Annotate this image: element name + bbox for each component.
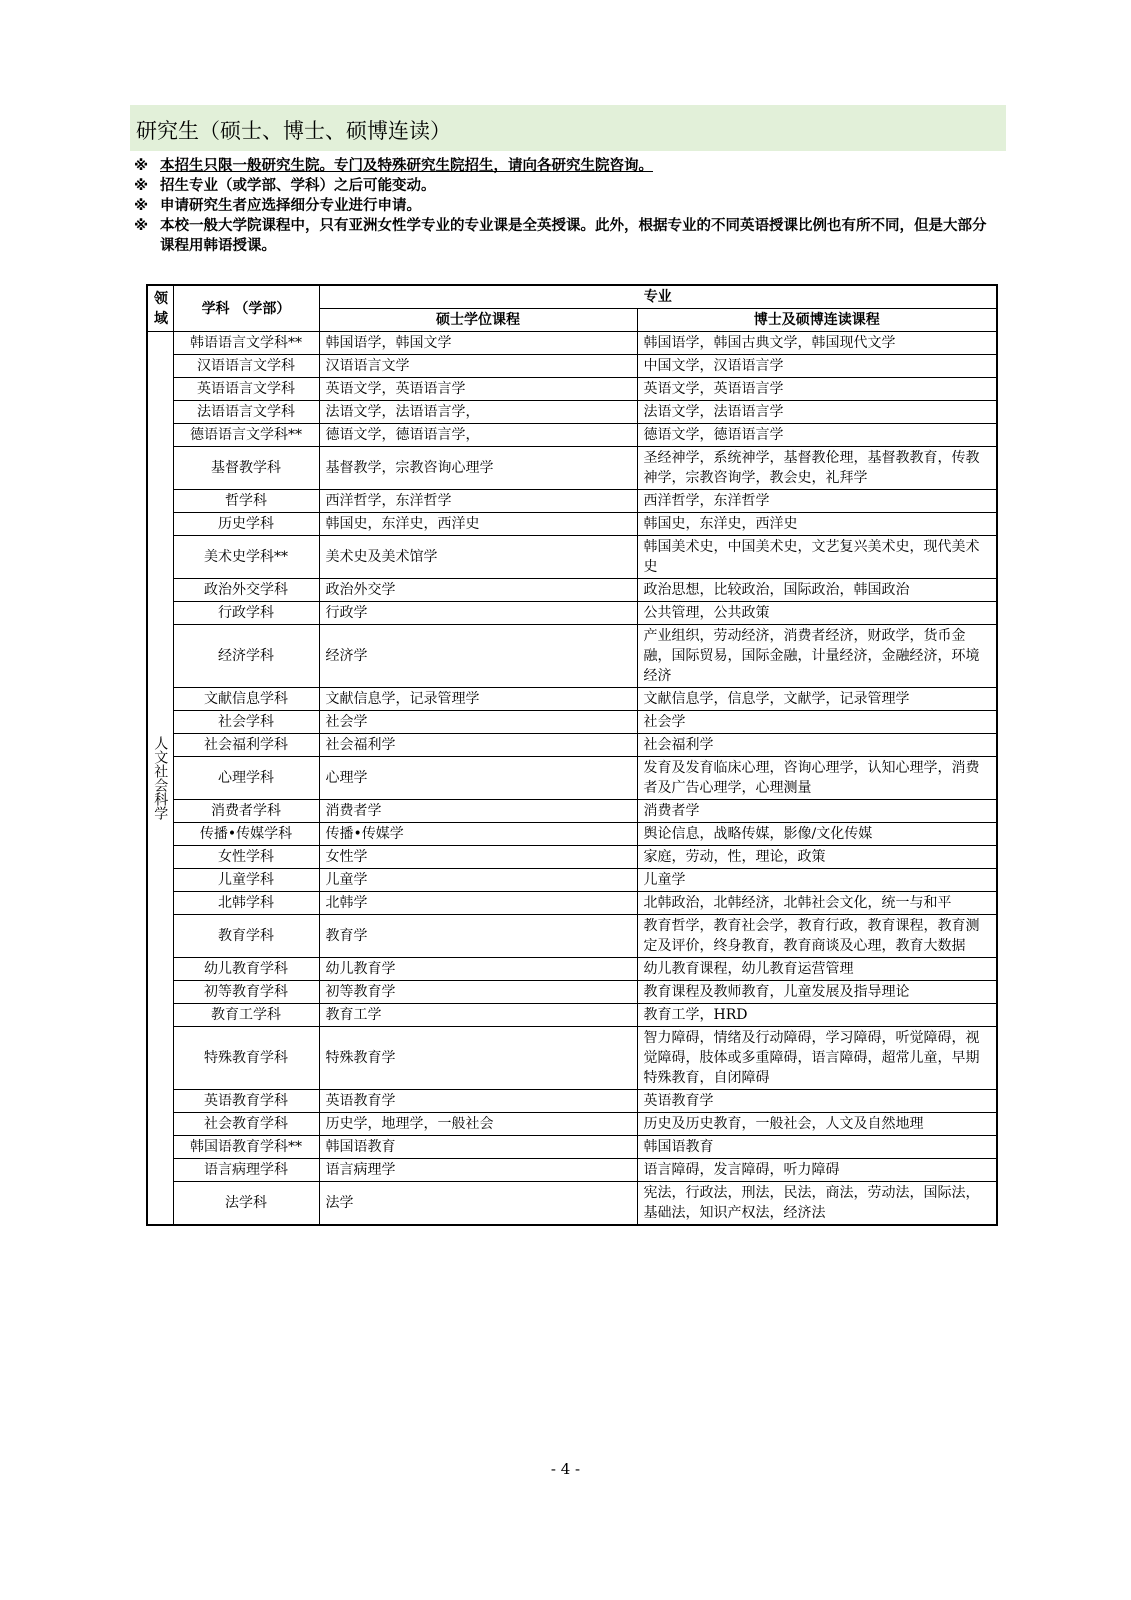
table-row bbox=[147, 1027, 997, 1090]
dept-cell: 儿童学科 bbox=[173, 869, 319, 892]
dept-cell: 文献信息学科 bbox=[173, 688, 319, 711]
doctor-cell: 中国文学，汉语语言学 bbox=[637, 355, 997, 378]
dept-cell: 历史学科 bbox=[173, 513, 319, 536]
note-text: 招生专业（或学部、学科）之后可能变动。 bbox=[160, 178, 436, 194]
master-cell: 社会学 bbox=[319, 711, 637, 734]
dept-cell: 女性学科 bbox=[173, 846, 319, 869]
dept-cell: 法语语言文学科 bbox=[173, 401, 319, 424]
majors-table bbox=[146, 284, 998, 1226]
table-row bbox=[147, 332, 997, 355]
table-row bbox=[147, 981, 997, 1004]
doctor-cell: 文献信息学，信息学，文献学，记录管理学 bbox=[637, 688, 997, 711]
page-number: - 4 - bbox=[550, 1460, 581, 1478]
doctor-cell: 北韩政治，北韩经济，北韩社会文化，统一与和平 bbox=[637, 892, 997, 915]
dept-cell: 英语语言文学科 bbox=[173, 378, 319, 401]
master-cell: 教育工学 bbox=[319, 1004, 637, 1027]
master-cell: 德语文学，德语语言学， bbox=[319, 424, 637, 447]
table-body bbox=[147, 332, 997, 1226]
doctor-cell: 智力障碍，情绪及行动障碍，学习障碍，听觉障碍，视觉障碍，肢体或多重障碍，语言障碍，超常儿童，早期特殊教育，自闭障碍 bbox=[637, 1027, 997, 1090]
doctor-cell: 发育及发育临床心理，咨询心理学，认知心理学，消费者及广告心理学，心理测量 bbox=[637, 757, 997, 800]
master-cell: 教育学 bbox=[319, 915, 637, 958]
table-row bbox=[147, 823, 997, 846]
table-row bbox=[147, 846, 997, 869]
dept-cell: 基督教学科 bbox=[173, 447, 319, 490]
doctor-cell: 社会学 bbox=[637, 711, 997, 734]
master-cell: 北韩学 bbox=[319, 892, 637, 915]
master-cell: 传播•传媒学 bbox=[319, 823, 637, 846]
table-row bbox=[147, 800, 997, 823]
table-row bbox=[147, 378, 997, 401]
table-row bbox=[147, 915, 997, 958]
table-row bbox=[147, 401, 997, 424]
master-cell: 幼儿教育学 bbox=[319, 958, 637, 981]
doctor-cell: 德语文学，德语语言学 bbox=[637, 424, 997, 447]
doctor-cell: 儿童学 bbox=[637, 869, 997, 892]
master-cell: 政治外交学 bbox=[319, 579, 637, 602]
table-row bbox=[147, 757, 997, 800]
doctor-cell: 法语文学，法语语言学 bbox=[637, 401, 997, 424]
dept-cell: 北韩学科 bbox=[173, 892, 319, 915]
doctor-cell: 韩国美术史，中国美术史，文艺复兴美术史，现代美术史 bbox=[637, 536, 997, 579]
table-row bbox=[147, 424, 997, 447]
master-cell: 消费者学 bbox=[319, 800, 637, 823]
doctor-cell: 政治思想，比较政治，国际政治，韩国政治 bbox=[637, 579, 997, 602]
header-area bbox=[147, 285, 173, 332]
dept-cell: 哲学科 bbox=[173, 490, 319, 513]
header-dept: 学科 （学部） bbox=[173, 285, 319, 332]
dept-cell: 韩语语言文学科** bbox=[173, 332, 319, 355]
note-item bbox=[134, 176, 994, 196]
dept-cell: 韩国语教育学科** bbox=[173, 1136, 319, 1159]
dept-cell: 德语语言文学科** bbox=[173, 424, 319, 447]
doctor-cell: 教育工学，HRD bbox=[637, 1004, 997, 1027]
header-master: 硕士学位课程 bbox=[319, 309, 637, 332]
table-row bbox=[147, 355, 997, 378]
table-row bbox=[147, 536, 997, 579]
doctor-cell: 历史及历史教育，一般社会，人文及自然地理 bbox=[637, 1113, 997, 1136]
note-mark: ※ bbox=[134, 218, 149, 234]
doctor-cell: 英语文学，英语语言学 bbox=[637, 378, 997, 401]
table-row bbox=[147, 1159, 997, 1182]
note-mark: ※ bbox=[134, 178, 149, 194]
doctor-cell: 语言障碍，发言障碍，听力障碍 bbox=[637, 1159, 997, 1182]
table-row bbox=[147, 490, 997, 513]
dept-cell: 社会福利学科 bbox=[173, 734, 319, 757]
note-text: 本招生只限一般研究生院。专门及特殊研究生院招生，请向各研究生院咨询。 bbox=[160, 158, 653, 174]
table-row bbox=[147, 1136, 997, 1159]
doctor-cell: 教育课程及教师教育，儿童发展及指导理论 bbox=[637, 981, 997, 1004]
master-cell: 社会福利学 bbox=[319, 734, 637, 757]
master-cell: 韩国语教育 bbox=[319, 1136, 637, 1159]
table-row bbox=[147, 711, 997, 734]
doctor-cell: 舆论信息，战略传媒，影像/文化传媒 bbox=[637, 823, 997, 846]
header-major: 专业 bbox=[319, 285, 997, 309]
dept-cell: 教育工学科 bbox=[173, 1004, 319, 1027]
section-title: 研究生（硕士、博士、硕博连读） bbox=[130, 105, 1006, 151]
table-row bbox=[147, 958, 997, 981]
table-row bbox=[147, 869, 997, 892]
dept-cell: 美术史学科** bbox=[173, 536, 319, 579]
table-row bbox=[147, 892, 997, 915]
master-cell: 英语文学，英语语言学 bbox=[319, 378, 637, 401]
dept-cell: 消费者学科 bbox=[173, 800, 319, 823]
master-cell: 经济学 bbox=[319, 625, 637, 688]
table-row bbox=[147, 602, 997, 625]
table-row bbox=[147, 1090, 997, 1113]
table-row bbox=[147, 1113, 997, 1136]
master-cell: 西洋哲学，东洋哲学 bbox=[319, 490, 637, 513]
master-cell: 基督教学，宗教咨询心理学 bbox=[319, 447, 637, 490]
doctor-cell: 教育哲学，教育社会学，教育行政，教育课程，教育测定及评价，终身教育，教育商谈及心理，教育大数据 bbox=[637, 915, 997, 958]
table-row bbox=[147, 734, 997, 757]
dept-cell: 社会学科 bbox=[173, 711, 319, 734]
master-cell: 韩国史，东洋史，西洋史 bbox=[319, 513, 637, 536]
dept-cell: 心理学科 bbox=[173, 757, 319, 800]
header-doctor: 博士及硕博连读课程 bbox=[637, 309, 997, 332]
dept-cell: 教育学科 bbox=[173, 915, 319, 958]
doctor-cell: 西洋哲学，东洋哲学 bbox=[637, 490, 997, 513]
master-cell: 儿童学 bbox=[319, 869, 637, 892]
master-cell: 初等教育学 bbox=[319, 981, 637, 1004]
doctor-cell: 韩国史，东洋史，西洋史 bbox=[637, 513, 997, 536]
note-item bbox=[134, 156, 994, 176]
master-cell: 韩国语学，韩国文学 bbox=[319, 332, 637, 355]
dept-cell: 经济学科 bbox=[173, 625, 319, 688]
master-cell: 行政学 bbox=[319, 602, 637, 625]
doctor-cell: 社会福利学 bbox=[637, 734, 997, 757]
table-row bbox=[147, 625, 997, 688]
doctor-cell: 韩国语学，韩国古典文学，韩国现代文学 bbox=[637, 332, 997, 355]
table-row bbox=[147, 447, 997, 490]
master-cell: 历史学，地理学，一般社会 bbox=[319, 1113, 637, 1136]
header-area-label: 领域 bbox=[154, 290, 168, 327]
master-cell: 语言病理学 bbox=[319, 1159, 637, 1182]
notes-block bbox=[134, 156, 994, 256]
master-cell: 特殊教育学 bbox=[319, 1027, 637, 1090]
master-cell: 女性学 bbox=[319, 846, 637, 869]
doctor-cell: 产业组织，劳动经济，消费者经济，财政学，货币金融，国际贸易，国际金融，计量经济，金融经济，环境经济 bbox=[637, 625, 997, 688]
note-text: 申请研究生者应选择细分专业进行申请。 bbox=[160, 198, 421, 214]
doctor-cell: 家庭，劳动，性，理论，政策 bbox=[637, 846, 997, 869]
dept-cell: 语言病理学科 bbox=[173, 1159, 319, 1182]
table-row bbox=[147, 1182, 997, 1226]
master-cell: 英语教育学 bbox=[319, 1090, 637, 1113]
dept-cell: 汉语语言文学科 bbox=[173, 355, 319, 378]
doctor-cell: 圣经神学，系统神学，基督教伦理，基督教教育，传教神学，宗教咨询学，教会史，礼拜学 bbox=[637, 447, 997, 490]
doctor-cell: 幼儿教育课程，幼儿教育运营管理 bbox=[637, 958, 997, 981]
master-cell: 法学 bbox=[319, 1182, 637, 1226]
doctor-cell: 消费者学 bbox=[637, 800, 997, 823]
doctor-cell: 英语教育学 bbox=[637, 1090, 997, 1113]
area-cell: 人文社会科学 bbox=[147, 332, 173, 1226]
table-row bbox=[147, 688, 997, 711]
dept-cell: 特殊教育学科 bbox=[173, 1027, 319, 1090]
dept-cell: 传播•传媒学科 bbox=[173, 823, 319, 846]
note-text: 本校一般大学院课程中，只有亚洲女性学专业的专业课是全英授课。此外，根据专业的不同英语授课比例也有所不同，但是大部分课程用韩语授课。 bbox=[160, 218, 987, 254]
master-cell: 心理学 bbox=[319, 757, 637, 800]
master-cell: 文献信息学，记录管理学 bbox=[319, 688, 637, 711]
table-row bbox=[147, 579, 997, 602]
dept-cell: 英语教育学科 bbox=[173, 1090, 319, 1113]
dept-cell: 幼儿教育学科 bbox=[173, 958, 319, 981]
table-row bbox=[147, 1004, 997, 1027]
dept-cell: 行政学科 bbox=[173, 602, 319, 625]
note-mark: ※ bbox=[134, 158, 149, 174]
dept-cell: 法学科 bbox=[173, 1182, 319, 1226]
note-item bbox=[134, 196, 994, 216]
master-cell: 美术史及美术馆学 bbox=[319, 536, 637, 579]
dept-cell: 初等教育学科 bbox=[173, 981, 319, 1004]
doctor-cell: 公共管理，公共政策 bbox=[637, 602, 997, 625]
master-cell: 法语文学，法语语言学， bbox=[319, 401, 637, 424]
dept-cell: 社会教育学科 bbox=[173, 1113, 319, 1136]
doctor-cell: 宪法，行政法，刑法，民法，商法，劳动法，国际法，基础法，知识产权法，经济法 bbox=[637, 1182, 997, 1226]
master-cell: 汉语语言文学 bbox=[319, 355, 637, 378]
table-row bbox=[147, 513, 997, 536]
note-item bbox=[134, 216, 994, 256]
doctor-cell: 韩国语教育 bbox=[637, 1136, 997, 1159]
dept-cell: 政治外交学科 bbox=[173, 579, 319, 602]
note-mark: ※ bbox=[134, 198, 149, 214]
